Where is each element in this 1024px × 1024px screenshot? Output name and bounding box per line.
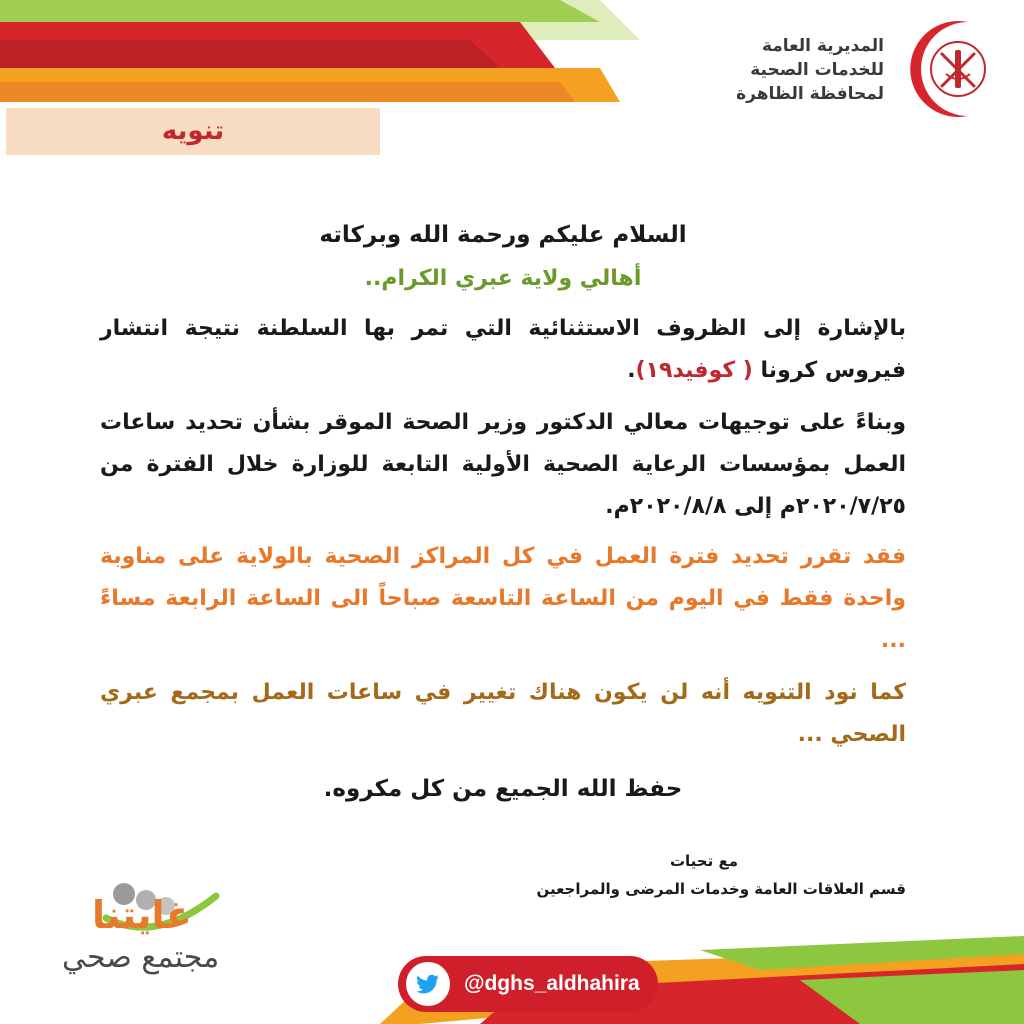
paragraph-1-end: . [627,358,636,383]
logo-word: غايتنا [92,893,192,937]
logo-subtitle: مجتمع صحي [62,940,220,975]
org-name-line-2: للخدمات الصحية [750,60,884,80]
twitter-link[interactable] [398,956,658,1012]
paragraph-4: كما نود التنويه أنه لن يكون هناك تغيير في ساعات العمل بمجمع عبري الصحي ... [100,680,906,747]
org-name-line-3: لمحافظة الظاهرة [736,84,884,104]
closing: حفظ الله الجميع من كل مكروه. [323,776,683,802]
twitter-bird-icon [406,962,450,1006]
covid-label: ( كوفيد١٩) [635,358,753,383]
paragraph-1-text: بالإشارة إلى الظروف الاستثنائية التي تمر بها السلطنة نتيجة انتشار فيروس كرونا [100,316,906,383]
greeting: السلام عليكم ورحمة الله وبركاته [319,222,687,248]
paragraph-2: وبناءً على توجيهات معالي الدكتور وزير الصحة الموقر بشأن تحديد ساعات العمل بمؤسسات الرعاية الصحية الأولية التابعة للوزارة خلال الفترة من ٢٠٢٠/٧/٢٥م إلى ٢٠٢٠/٨/٨م. [100,410,906,519]
signature-line-2: قسم العلاقات العامة وخدمات المرضى والمراجعين [536,880,906,898]
ministry-crescent-logo-icon [898,14,1008,124]
notice-title-box [6,108,380,155]
paragraph-3: فقد تقرر تحديد فترة العمل في كل المراكز الصحية بالولاية على مناوبة واحدة فقط في اليوم من الساعة التاسعة صباحاً الى الساعة الرابعة مساءً ... [100,544,906,653]
addressee: أهالي ولاية عبري الكرام.. [364,266,642,291]
notice-title: تنويه [161,116,225,146]
twitter-handle[interactable]: @dghs_aldhahira [464,972,640,995]
signature-line-1: مع تحيات [669,852,738,870]
org-name-line-1: المديرية العامة [761,36,884,56]
paragraph-1 [100,308,906,392]
